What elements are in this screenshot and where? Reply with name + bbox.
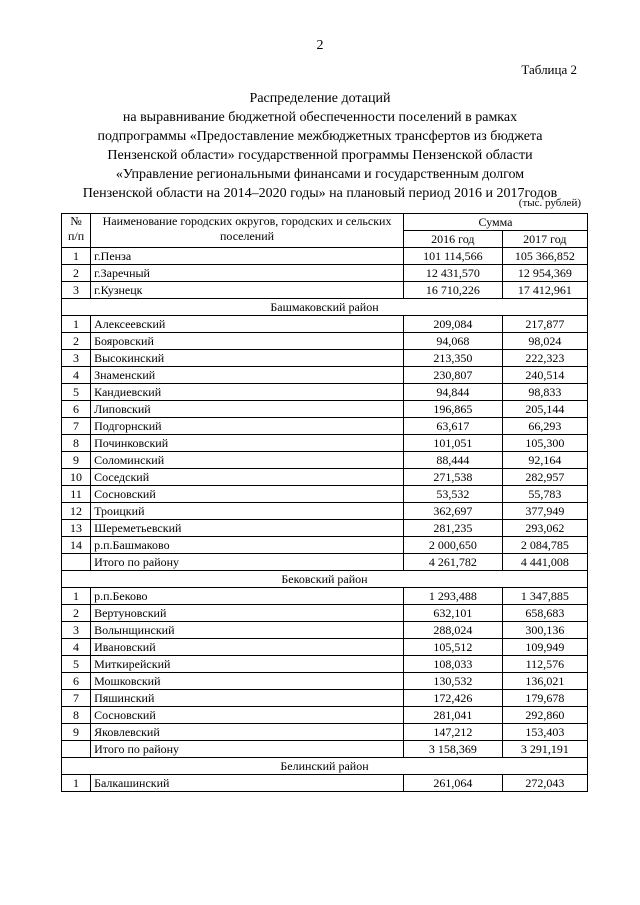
row-number [62, 741, 91, 758]
settlement-name: Балкашинский [91, 775, 404, 792]
value-2016: 2 000,650 [403, 537, 502, 554]
value-2016: 88,444 [403, 452, 502, 469]
table-row [62, 724, 588, 741]
table-row [62, 316, 588, 333]
table-row [62, 265, 588, 282]
title-line: на выравнивание бюджетной обеспеченности поселений в рамках [122, 110, 518, 125]
table-row [62, 248, 588, 265]
row-number: 2 [62, 265, 91, 282]
row-number: 14 [62, 537, 91, 554]
value-2017: 55,783 [502, 486, 587, 503]
value-2016: 147,212 [403, 724, 502, 741]
value-2016: 4 261,782 [403, 554, 502, 571]
value-2017: 136,021 [502, 673, 587, 690]
row-number: 9 [62, 452, 91, 469]
value-2017: 98,024 [502, 333, 587, 350]
total-row [62, 554, 588, 571]
table-label: Таблица 2 [521, 62, 577, 77]
table-row [62, 690, 588, 707]
row-number: 3 [62, 350, 91, 367]
header-sum: Сумма [403, 214, 587, 231]
row-number: 9 [62, 724, 91, 741]
table-row [62, 520, 588, 537]
value-2017: 205,144 [502, 401, 587, 418]
table-row [62, 418, 588, 435]
row-number: 6 [62, 401, 91, 418]
row-number: 7 [62, 418, 91, 435]
title-line: Пензенской области на 2014–2020 годы» на плановый период 2016 и 2017годов [82, 186, 558, 201]
settlement-name: Кандиевский [91, 384, 404, 401]
table-row [62, 588, 588, 605]
row-number: 3 [62, 622, 91, 639]
district-name: Бековский район [62, 571, 588, 588]
settlement-name: Миткирейский [91, 656, 404, 673]
value-2017: 282,957 [502, 469, 587, 486]
value-2017: 179,678 [502, 690, 587, 707]
value-2016: 3 158,369 [403, 741, 502, 758]
value-2016: 53,532 [403, 486, 502, 503]
settlement-name: Починковский [91, 435, 404, 452]
row-number: 5 [62, 656, 91, 673]
value-2016: 172,426 [403, 690, 502, 707]
header-num: № п/п [62, 214, 91, 248]
value-2017: 112,576 [502, 656, 587, 673]
value-2017: 3 291,191 [502, 741, 587, 758]
row-number: 8 [62, 707, 91, 724]
value-2016: 94,068 [403, 333, 502, 350]
settlement-name: г.Пенза [91, 248, 404, 265]
value-2016: 281,235 [403, 520, 502, 537]
table-row [62, 384, 588, 401]
value-2017: 92,164 [502, 452, 587, 469]
settlement-name: Шереметьевский [91, 520, 404, 537]
table-row [62, 333, 588, 350]
settlement-name: Липовский [91, 401, 404, 418]
value-2017: 292,860 [502, 707, 587, 724]
settlement-name: Алексеевский [91, 316, 404, 333]
table-row [62, 707, 588, 724]
table-row [62, 435, 588, 452]
value-2016: 196,865 [403, 401, 502, 418]
table-row [62, 486, 588, 503]
value-2016: 632,101 [403, 605, 502, 622]
value-2017: 2 084,785 [502, 537, 587, 554]
value-2017: 109,949 [502, 639, 587, 656]
settlement-name: г.Кузнецк [91, 282, 404, 299]
district-header-row [62, 571, 588, 588]
district-name: Башмаковский район [62, 299, 588, 316]
settlement-name: Высокинский [91, 350, 404, 367]
row-number: 1 [62, 316, 91, 333]
table-row [62, 605, 588, 622]
table-row [62, 503, 588, 520]
value-2016: 105,512 [403, 639, 502, 656]
value-2016: 108,033 [403, 656, 502, 673]
row-number: 7 [62, 690, 91, 707]
settlement-name: Мошковский [91, 673, 404, 690]
value-2017: 4 441,008 [502, 554, 587, 571]
district-header-row [62, 299, 588, 316]
settlement-name: Соседский [91, 469, 404, 486]
row-number: 4 [62, 367, 91, 384]
row-number: 4 [62, 639, 91, 656]
row-number: 6 [62, 673, 91, 690]
value-2017: 293,062 [502, 520, 587, 537]
table-body [62, 248, 588, 792]
row-number: 1 [62, 588, 91, 605]
value-2016: 94,844 [403, 384, 502, 401]
units-label: (тыс. рублей) [518, 197, 581, 209]
row-number [62, 554, 91, 571]
row-number: 1 [62, 775, 91, 792]
header-year-2016: 2016 год [403, 231, 502, 248]
value-2016: 63,617 [403, 418, 502, 435]
header-year-2017: 2017 год [502, 231, 587, 248]
value-2016: 209,084 [403, 316, 502, 333]
value-2017: 12 954,369 [502, 265, 587, 282]
row-number: 13 [62, 520, 91, 537]
value-2016: 261,064 [403, 775, 502, 792]
row-number: 12 [62, 503, 91, 520]
table-row [62, 469, 588, 486]
title-line: подпрограммы «Предоставление межбюджетных трансфертов из бюджета [97, 129, 543, 144]
value-2016: 362,697 [403, 503, 502, 520]
settlement-name: г.Заречный [91, 265, 404, 282]
subsidy-table [61, 213, 588, 792]
value-2016: 213,350 [403, 350, 502, 367]
table-row [62, 282, 588, 299]
value-2017: 240,514 [502, 367, 587, 384]
table-row [62, 537, 588, 554]
value-2016: 130,532 [403, 673, 502, 690]
settlement-name: р.п.Беково [91, 588, 404, 605]
header-name: Наименование городских округов, городских и сельских поселений [91, 214, 404, 248]
settlement-name: Итого по району [91, 741, 404, 758]
row-number: 1 [62, 248, 91, 265]
value-2017: 105 366,852 [502, 248, 587, 265]
settlement-name: Пяшинский [91, 690, 404, 707]
value-2017: 66,293 [502, 418, 587, 435]
value-2016: 101 114,566 [403, 248, 502, 265]
row-number: 10 [62, 469, 91, 486]
settlement-name: Бояровский [91, 333, 404, 350]
settlement-name: р.п.Башмаково [91, 537, 404, 554]
title-line: Пензенской области» государственной программы Пензенской области [107, 148, 533, 163]
value-2017: 658,683 [502, 605, 587, 622]
row-number: 3 [62, 282, 91, 299]
district-name: Белинский район [62, 758, 588, 775]
row-number: 11 [62, 486, 91, 503]
settlement-name: Сосновский [91, 486, 404, 503]
settlement-name: Подгорнский [91, 418, 404, 435]
settlement-name: Итого по району [91, 554, 404, 571]
settlement-name: Ивановский [91, 639, 404, 656]
title-line: Распределение дотаций [249, 91, 391, 106]
settlement-name: Вертуновский [91, 605, 404, 622]
value-2016: 230,807 [403, 367, 502, 384]
total-row [62, 741, 588, 758]
settlement-name: Знаменский [91, 367, 404, 384]
value-2017: 222,323 [502, 350, 587, 367]
value-2017: 377,949 [502, 503, 587, 520]
value-2017: 217,877 [502, 316, 587, 333]
settlement-name: Соломинский [91, 452, 404, 469]
value-2017: 1 347,885 [502, 588, 587, 605]
table-row [62, 673, 588, 690]
table-row [62, 639, 588, 656]
value-2016: 271,538 [403, 469, 502, 486]
value-2016: 281,041 [403, 707, 502, 724]
table-row [62, 401, 588, 418]
district-header-row [62, 758, 588, 775]
settlement-name: Сосновский [91, 707, 404, 724]
settlement-name: Троицкий [91, 503, 404, 520]
value-2016: 1 293,488 [403, 588, 502, 605]
value-2017: 105,300 [502, 435, 587, 452]
value-2017: 17 412,961 [502, 282, 587, 299]
settlement-name: Волынщинский [91, 622, 404, 639]
value-2017: 300,136 [502, 622, 587, 639]
document-title [40, 89, 600, 203]
value-2016: 12 431,570 [403, 265, 502, 282]
page-number: 2 [316, 38, 324, 53]
value-2016: 16 710,226 [403, 282, 502, 299]
table-row [62, 622, 588, 639]
table-row [62, 656, 588, 673]
row-number: 5 [62, 384, 91, 401]
row-number: 2 [62, 333, 91, 350]
table-row [62, 350, 588, 367]
table-row [62, 452, 588, 469]
row-number: 8 [62, 435, 91, 452]
title-line: «Управление региональными финансами и государственным долгом [115, 167, 525, 182]
row-number: 2 [62, 605, 91, 622]
table-row [62, 775, 588, 792]
value-2017: 153,403 [502, 724, 587, 741]
value-2016: 288,024 [403, 622, 502, 639]
table-row [62, 367, 588, 384]
value-2017: 272,043 [502, 775, 587, 792]
value-2016: 101,051 [403, 435, 502, 452]
value-2017: 98,833 [502, 384, 587, 401]
settlement-name: Яковлевский [91, 724, 404, 741]
